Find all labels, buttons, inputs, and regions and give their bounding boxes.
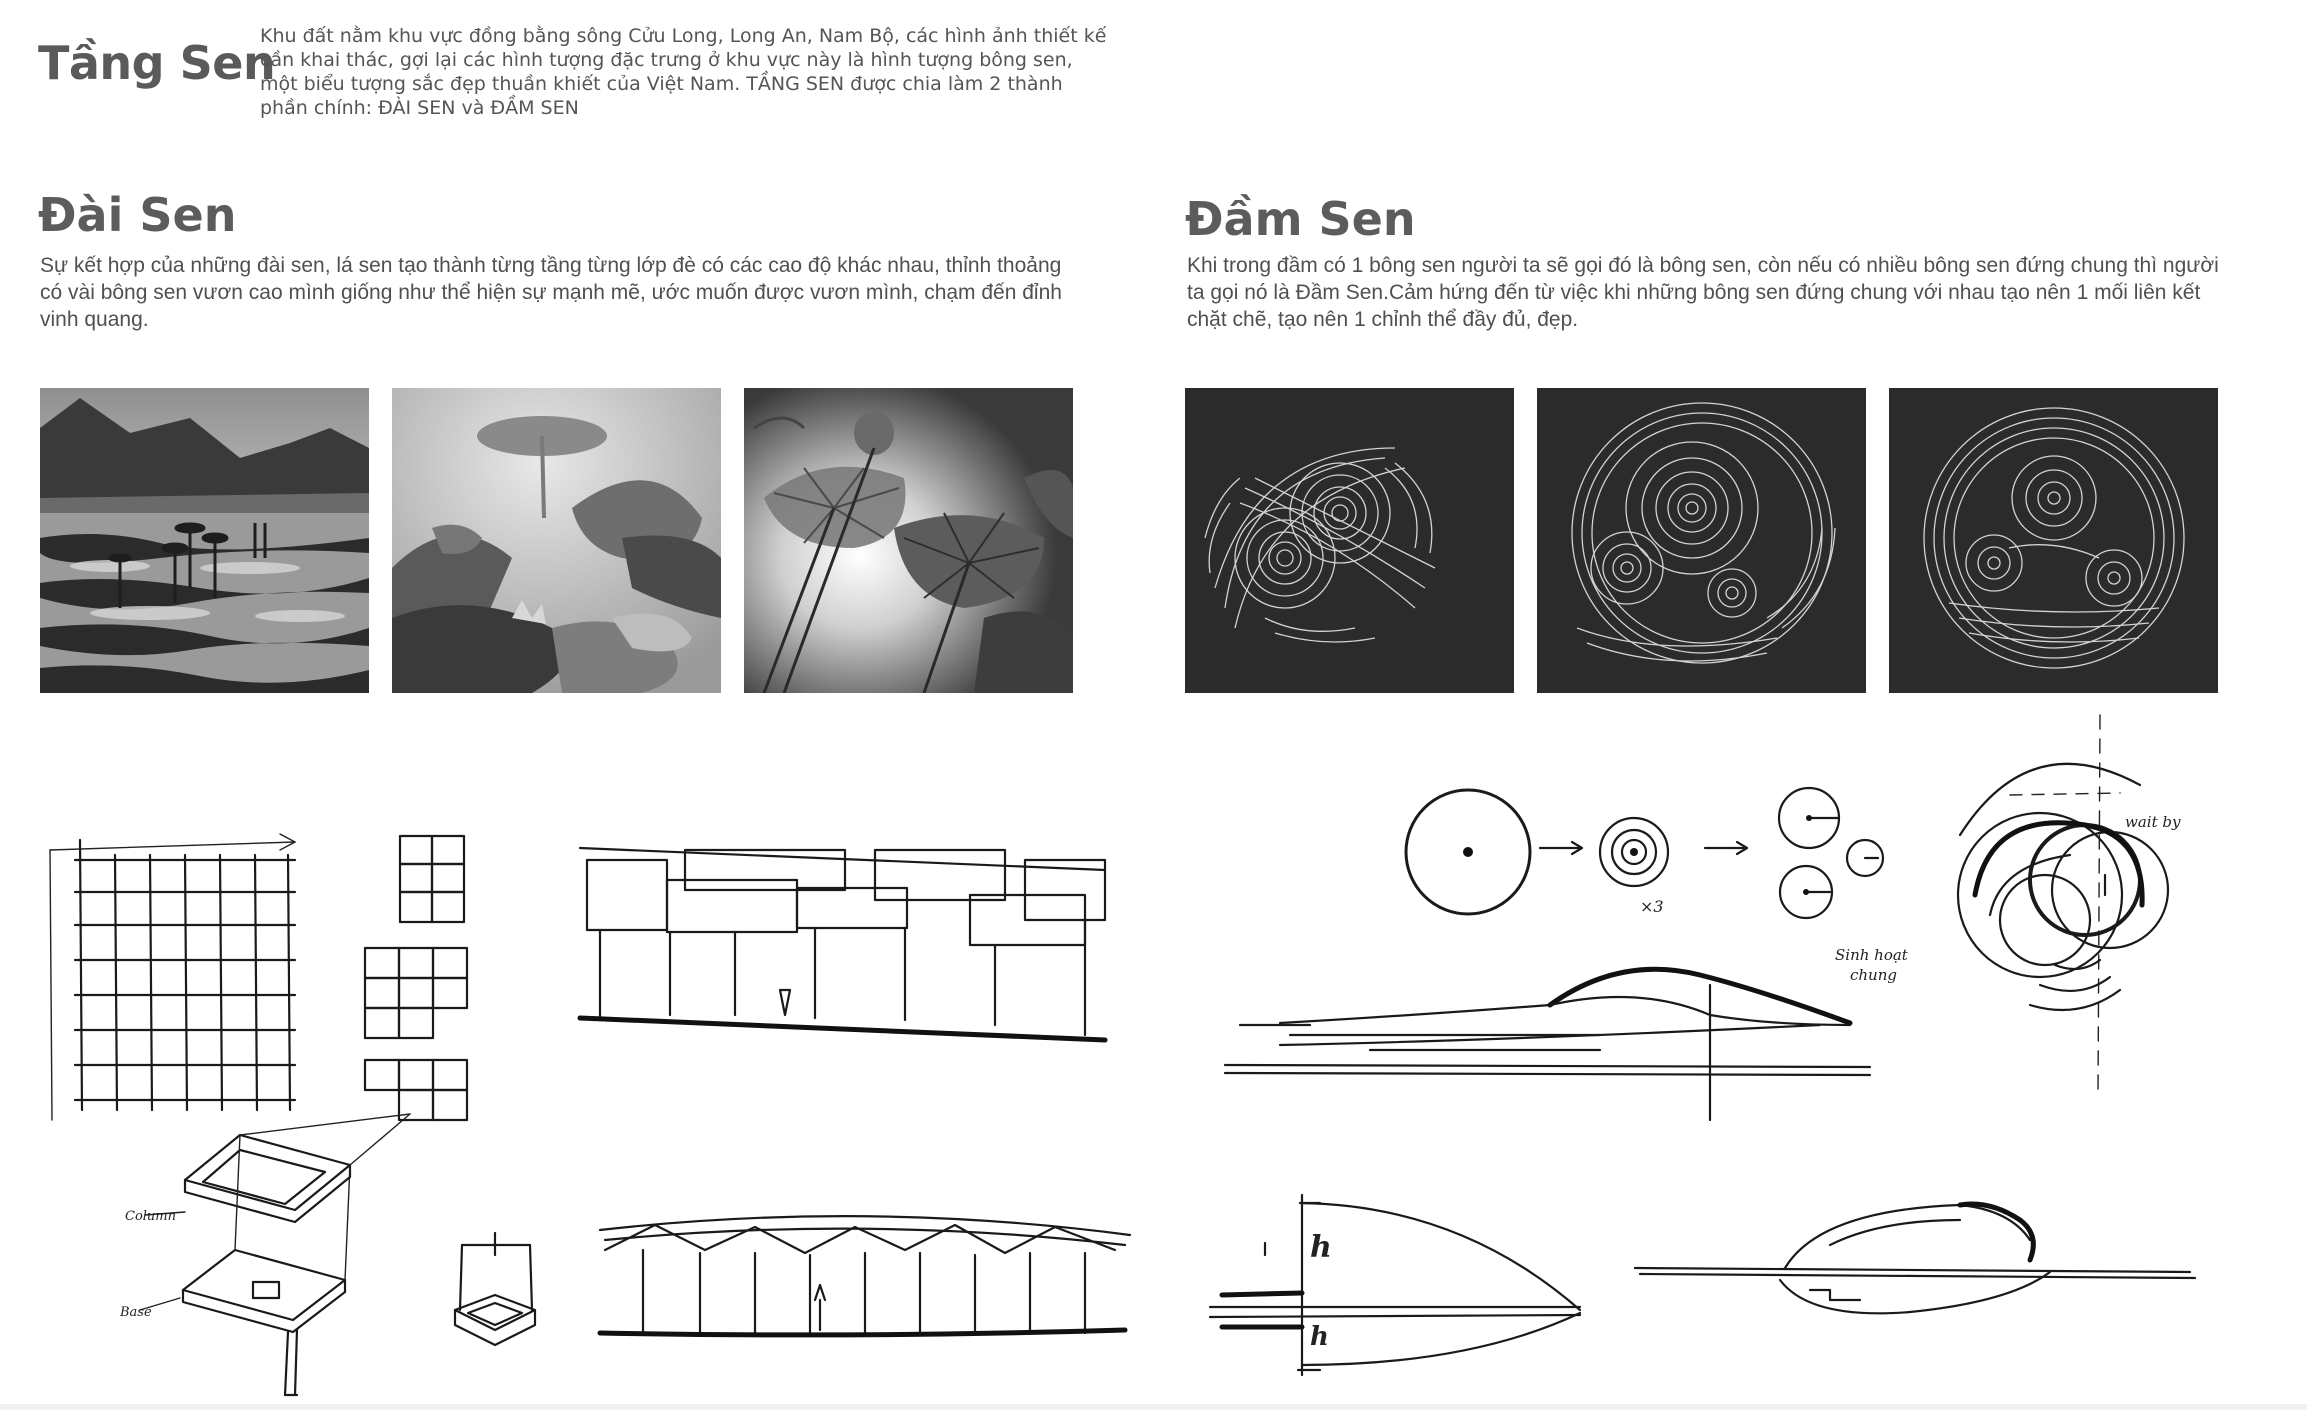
height-profile-sketch (1210, 1195, 1590, 1385)
lotus-cluster-plan-sketch (1835, 715, 2220, 1105)
lotus-leaf-underside-photo (744, 388, 1073, 693)
leaf-form-sketch (1630, 1190, 2200, 1330)
footer-strip (0, 1404, 2307, 1410)
base-note-label: Base (120, 1305, 152, 1320)
page-title: Tầng Sen (38, 36, 276, 90)
three-vortex-flow-image (1537, 388, 1866, 693)
column-note-label: Column (125, 1209, 177, 1224)
waiting-area-label: wait by (2125, 813, 2181, 831)
height-label-lower: h (1310, 1322, 1329, 1352)
lotus-leaves-mist-photo (392, 388, 721, 693)
stacked-blocks-elevation-sketch (575, 840, 1115, 1050)
multi-vortex-flow-image (1889, 388, 2218, 693)
height-label-upper: h (1310, 1230, 1332, 1265)
grid-facade-sketch (40, 820, 320, 1130)
two-vortex-flow-image (1185, 388, 1514, 693)
intro-paragraph: Khu đất nằm khu vực đồng bằng sông Cửu Long, Long An, Nam Bộ, các hình ảnh thiết kế cần khai thác, gợi lại các hình tượng đặc trưng ở khu vực này là hình tượng bông sen, một biểu tượng sắc đẹp thuần khiết của Việt Nam. TẦNG SEN được chia làm 2 thành phần chính: ĐÀI SEN và ĐẦM SEN (260, 25, 1107, 119)
canopy-colonnade-sketch (595, 1205, 1135, 1345)
times-three-label: ×3 (1640, 897, 1664, 916)
dam-sen-text: Khi trong đầm có 1 bông sen người ta sẽ gọi đó là bông sen, còn nếu có nhiều bông sen đứng chung thì người ta gọi nó là Đầm Sen.Cảm hứng đến từ việc khi những bông sen đứng chung với nhau tạo nên 1 mối liên kết chặt chẽ, tạo nên 1 chỉnh thể đầy đủ, đẹp. (1187, 254, 2219, 331)
dam-sen-title: Đầm Sen (1185, 192, 1416, 246)
dai-sen-text: Sự kết hợp của những đài sen, lá sen tạo thành từng tầng từng lớp đè có các cao độ khác nhau, thỉnh thoảng có vài bông sen vươn cao mình giống như thể hiện sự mạnh mẽ, ước muốn được vươn mình, chạm đến đỉnh vinh quang. (40, 254, 1062, 331)
lotus-pond-mountains-photo (40, 388, 369, 693)
dai-sen-title: Đài Sen (38, 188, 237, 242)
stepped-grid-sketch (355, 830, 475, 1150)
sinh-hoat-label: Sinh hoạt (1835, 946, 1908, 964)
lotus-leaf-section-sketch (1220, 955, 1880, 1125)
small-planter-cube-sketch (450, 1225, 540, 1355)
chung-label: chung (1850, 966, 1897, 984)
concept-circles-sketch (1400, 790, 1900, 920)
exploded-column-axon-sketch (120, 1120, 415, 1400)
